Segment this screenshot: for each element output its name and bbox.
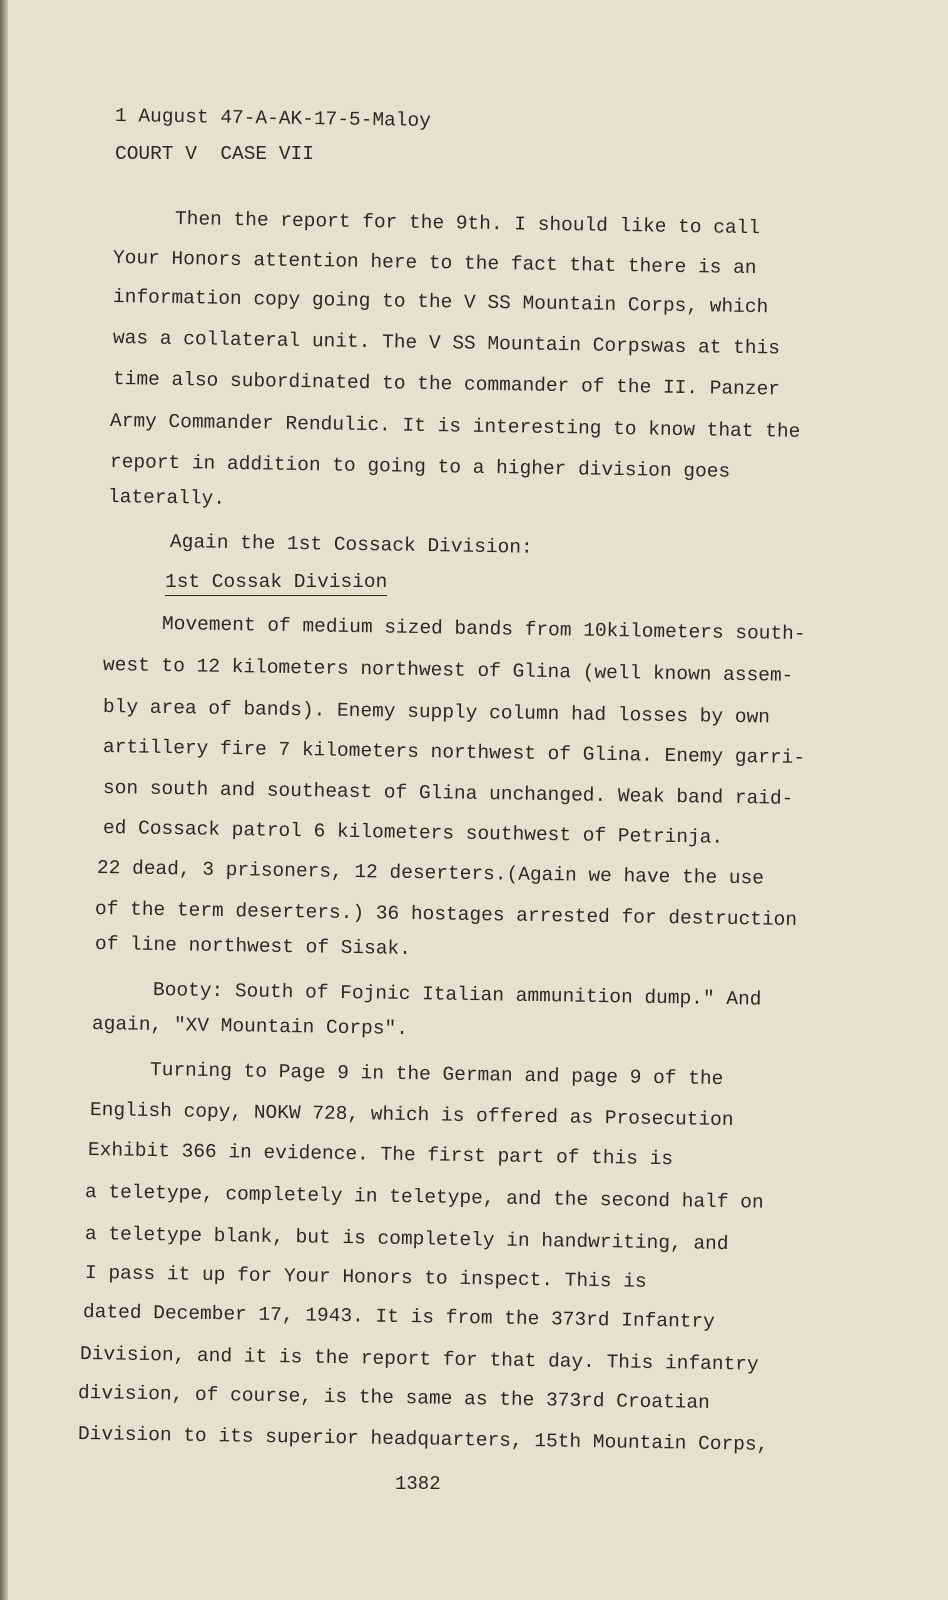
header-reference: 1 August 47-A-AK-17-5-Maloy	[114, 105, 432, 132]
text-line: dated December 17, 1943. It is from the 373rd Infantry	[82, 1301, 716, 1333]
text-line: was a collateral unit. The V SS Mountain Corpswas at this	[112, 327, 781, 360]
text-line: Turning to Page 9 in the German and page 9 of the	[149, 1059, 724, 1091]
text-line: I pass it up for Your Honors to inspect. This is	[84, 1262, 647, 1293]
section-heading-underlined: 1st Cossak Division	[165, 570, 387, 596]
text-line: again, "XV Mountain Corps".	[91, 1013, 409, 1040]
text-line: laterally.	[107, 486, 226, 510]
text-line: Army Commander Rendulic. It is interesting to know that the	[109, 410, 801, 443]
header-court-case: COURT V CASE VII	[115, 143, 314, 165]
text-line: artillery fire 7 kilometers northwest of Glina. Enemy garri-	[102, 736, 806, 770]
text-line: Then the report for the 9th. I should like to call	[174, 208, 761, 240]
text-line: Exhibit 366 in evidence. The first part of this is	[87, 1139, 674, 1171]
text-line: Again the 1st Cossack Division:	[169, 531, 533, 559]
text-line: time also subordinated to the commander of the II. Panzer	[112, 368, 781, 401]
text-line: son south and southeast of Glina unchanged. Weak band raid-	[102, 777, 794, 810]
text-line: of the term deserters.) 36 hostages arrested for destruction	[94, 898, 798, 932]
text-line: of line northwest of Sisak.	[94, 933, 412, 960]
text-line: west to 12 kilometers northwest of Glina (well known assem-	[102, 654, 794, 687]
text-line: Division to its superior headquarters, 15th Mountain Corps,	[77, 1423, 769, 1456]
page-edge	[0, 0, 8, 1600]
page-number: 1382	[395, 1473, 441, 1495]
text-line: a teletype, completely in teletype, and the second half on	[84, 1181, 764, 1214]
text-line: Division, and it is the report for that day. This infantry	[79, 1343, 759, 1376]
text-line: a teletype blank, but is completely in handwriting, and	[84, 1223, 729, 1256]
text-line: Movement of medium sized bands from 10kilometers south-	[161, 613, 806, 646]
text-line: Your Honors attention here to the fact that there is an	[112, 247, 757, 280]
text-line: information copy going to the V SS Mountain Corps, which	[112, 286, 769, 319]
text-line: bly area of bands). Enemy supply column had losses by own	[102, 696, 771, 729]
text-line: division, of course, is the same as the 373rd Croatian	[77, 1382, 711, 1414]
text-line: report in addition to going to a higher division goes	[109, 451, 731, 483]
text-line: Booty: South of Fojnic Italian ammunition dump." And	[152, 979, 762, 1011]
text-line: ed Cossack patrol 6 kilometers southwest of Petrinja.	[102, 817, 724, 849]
text-line: English copy, NOKW 728, which is offered as Prosecution	[89, 1099, 734, 1132]
text-line: 22 dead, 3 prisoners, 12 deserters.(Again we have the use	[96, 857, 765, 890]
